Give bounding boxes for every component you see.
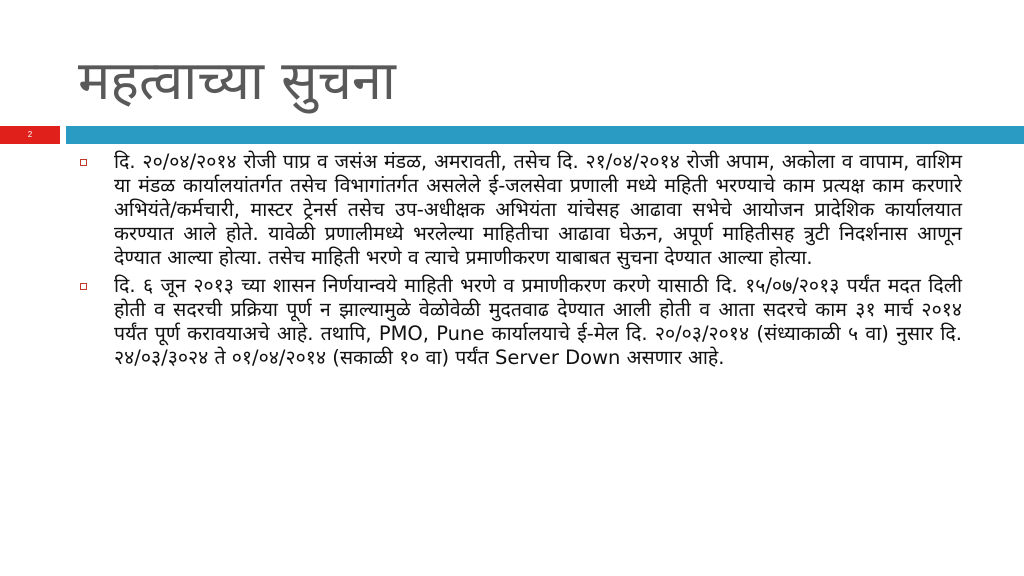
bullet-item [78,274,962,370]
hollow-square-icon [80,159,87,166]
bullet-text: दि. ६ जून २०१३ च्या शासन निर्णयान्वये माहिती भरणे व प्रमाणीकरण करणे यासाठी दि. १५/०७/२०१३ पर्यंत मदत दिली होती व सदरची प्रक्रिया पूर्ण न झाल्यामुळे वेळोवेळी मुदतवाढ देण्यात आली होती व आता सदरचे काम ३१ मार्च २०१४ पर्यंत पूर्ण करावयाअचे आहे. तथापि, PMO, Pune कार्यालयाचे ई-मेल दि. २०/०३/२०१४ (संध्याकाळी ५ वा) नुसार दि. २४/०३/३०२४ ते ०१/०४/२०१४ (सकाळी १० वा) पर्यंत Server Down असणार आहे. [114,274,962,369]
hollow-square-icon [80,283,87,290]
bullet-item [78,150,962,270]
accent-bar-teal [66,126,1024,144]
bullet-list [78,150,962,374]
slide-title: महत्वाच्या सुचना [78,49,396,112]
bullet-text: दि. २०/०४/२०१४ रोजी पाप्र व जसंअ मंडळ, अमरावती, तसेच दि. २१/०४/२०१४ रोजी अपाम, अकोला व वापाम, वाशिम या मंडळ कार्यालयांतर्गत तसेच विभागांतर्गत असलेले ई-जलसेवा प्रणाली मध्ये महिती भरण्याचे काम प्रत्यक्ष काम करणारे अभियंते/कर्मचारी, मास्टर ट्रेनर्स तसेच उप-अधीक्षक अभियंता यांचेसह आढावा सभेचे आयोजन प्रादेशिक कार्यालयात करण्यात आले होते. यावेळी प्रणालीमध्ये भरलेल्या माहितीचा आढावा घेऊन, अपूर्ण माहितीसह त्रुटी निदर्शनास आणून देण्यात आल्या होत्या. तसेच माहिती भरणे व त्याचे प्रमाणीकरण याबाबत सुचना देण्यात आल्या होत्या. [114,150,962,269]
slide-number: 2 [27,130,33,139]
